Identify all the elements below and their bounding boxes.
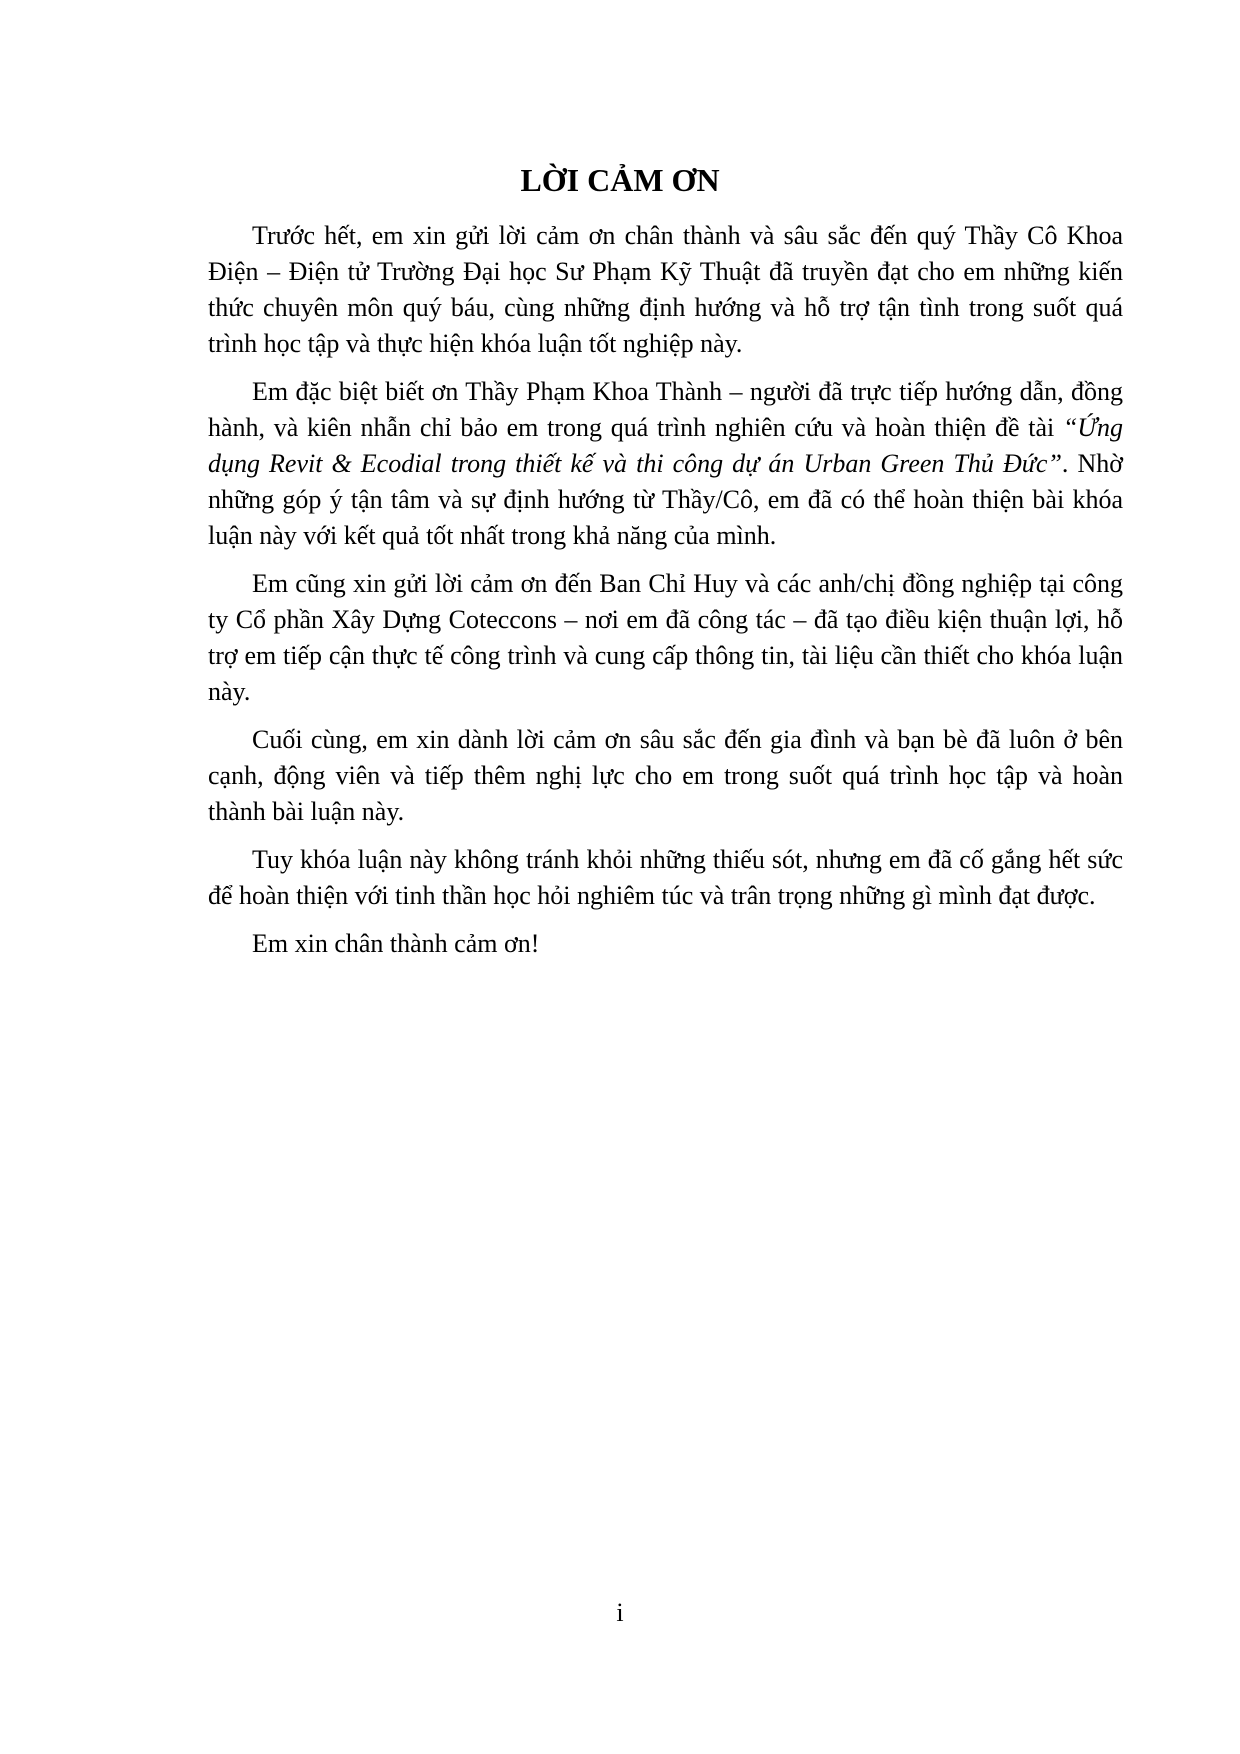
paragraph-family-thanks: Cuối cùng, em xin dành lời cảm ơn sâu sắc đến gia đình và bạn bè đã luôn ở bên cạnh, động viên và tiếp thêm nghị lực cho em trong suốt quá trình học tập và hoàn thành bài luận này. xyxy=(208,725,1123,826)
page-title: LỜI CẢM ƠN xyxy=(520,162,720,198)
paragraph-final-thanks: Em xin chân thành cảm ơn! xyxy=(252,929,540,958)
advisor-thanks-lead: Em đặc biệt biết ơn Thầy Phạm Khoa Thành – người đã trực tiếp hướng dẫn, đồng hành, và kiên nhẫn chỉ bảo em trong quá trình nghiên cứu và hoàn thiện đề tài xyxy=(208,377,1123,442)
thesis-title: “Ứng dụng Revit & Ecodial trong thiết kế và thi công dự án Urban Green Thủ Đức” xyxy=(208,413,1123,478)
advisor-thanks-rest: . Nhờ những góp ý tận tâm và sự định hướng từ Thầy/Cô, em đã có thể hoàn thiện bài khóa luận này với kết quả tốt nhất trong khả năng của mình. xyxy=(208,449,1123,550)
paragraph-advisor-thanks xyxy=(208,374,1123,554)
page-number: i xyxy=(616,1598,624,1627)
paragraph-company-thanks: Em cũng xin gửi lời cảm ơn đến Ban Chỉ Huy và các anh/chị đồng nghiệp tại công ty Cổ phần Xây Dựng Coteccons – nơi em đã công tác – đã tạo điều kiện thuận lợi, hỗ trợ em tiếp cận thực tế công trình và cung cấp thông tin, tài liệu cần thiết cho khóa luận này. xyxy=(208,569,1123,706)
paragraph-closing-note: Tuy khóa luận này không tránh khỏi những thiếu sót, nhưng em đã cố gắng hết sức để hoàn thiện với tinh thần học hỏi nghiêm túc và trân trọng những gì mình đạt được. xyxy=(208,845,1123,910)
paragraph-faculty-thanks: Trước hết, em xin gửi lời cảm ơn chân thành và sâu sắc đến quý Thầy Cô Khoa Điện – Điện tử Trường Đại học Sư Phạm Kỹ Thuật đã truyền đạt cho em những kiến thức chuyên môn quý báu, cùng những định hướng và hỗ trợ tận tình trong suốt quá trình học tập và thực hiện khóa luận tốt nghiệp này. xyxy=(208,221,1123,358)
acknowledgement-body xyxy=(208,218,1123,974)
